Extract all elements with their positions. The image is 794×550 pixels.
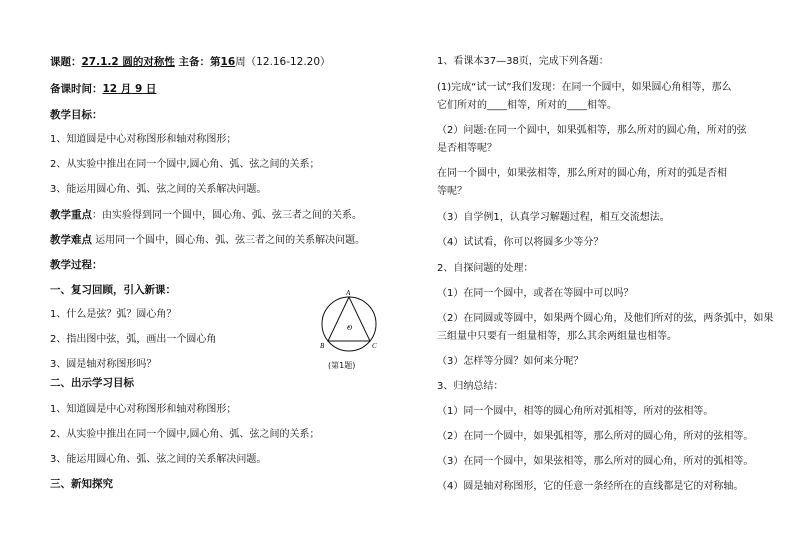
question-line: 三组量中只要有一组量相等，那么其余两组量也相等。 bbox=[437, 331, 677, 342]
section-heading: 二、出示学习目标 bbox=[50, 377, 134, 389]
summary-line: （4）圆是轴对称图形，它的任意一条经所在的直线都是它的对称轴。 bbox=[437, 481, 744, 492]
prep-date bbox=[50, 83, 156, 95]
question-line: （4）试试看，你可以将圆多少等分？ bbox=[437, 237, 604, 248]
objective-item: 2、从实验中推出在同一个圆中,圆心角、弧、弦之间的关系； bbox=[50, 429, 320, 440]
task-heading: 2、自探问题的处理： bbox=[437, 263, 534, 274]
goal-item: 1、知道圆是中心对称图形和轴对称图形； bbox=[50, 134, 237, 145]
question-line: （2）在同圆或等圆中，如果两个圆心角，及他们所对的弦，两条弧中，如果 bbox=[437, 313, 774, 324]
task-heading: 1、看课本37—38页，完成下列各题： bbox=[437, 56, 609, 67]
objective-item: 1、知道圆是中心对称图形和轴对称图形； bbox=[50, 404, 237, 415]
label-c: C bbox=[372, 342, 377, 350]
circle-triangle-diagram bbox=[318, 287, 380, 359]
title-gap: 主备：第 bbox=[174, 56, 221, 68]
objective-item: 3、能运用圆心角、弧、弦之间的关系解决问题。 bbox=[50, 454, 267, 465]
lesson-title bbox=[50, 56, 331, 68]
title-prefix: 课题： bbox=[50, 56, 82, 68]
question-line: （1）在同一个圆中，或者在等圆中可以吗？ bbox=[437, 288, 634, 299]
key-label: 教学重点 bbox=[50, 209, 92, 221]
figure-caption: (第1题) bbox=[328, 361, 356, 370]
key-point bbox=[50, 209, 362, 222]
key-text: ：由实验得到同一个圆中，圆心角、弧、弦三者之间的关系。 bbox=[92, 210, 362, 221]
review-item: 3、圆是轴对称图形吗？ bbox=[50, 359, 157, 370]
process-heading: 教学过程： bbox=[50, 259, 103, 271]
question-line: （3）自学例1，认真学习解题过程，相互交流想法。 bbox=[437, 212, 670, 223]
question-line: （2）问题:在同一个圆中，如果弧相等，那么所对的圆心角，所对的弦 bbox=[437, 125, 747, 136]
review-item: 2、指出图中弦，弧，画出一个圆心角 bbox=[50, 334, 217, 345]
circle-figure bbox=[318, 287, 380, 372]
question-line: (1)完成“试一试”我们发现：在同一个圆中，如果圆心角相等，那么 bbox=[437, 82, 732, 93]
question-line: （3）怎样等分圆？如何来分呢？ bbox=[437, 356, 584, 367]
task-heading: 3、归纳总结： bbox=[437, 381, 504, 392]
review-item: 1、什么是弦？弧？圆心角？ bbox=[50, 309, 177, 320]
goal-item: 2、从实验中推出在同一个圆中,圆心角、弧、弦之间的关系； bbox=[50, 159, 320, 170]
section-heading: 三、新知探究 bbox=[50, 478, 113, 490]
label-a: A bbox=[346, 289, 351, 297]
summary-line: （2）在同一个圆中，如果弧相等，那么所对的圆心角，所对的弦相等。 bbox=[437, 431, 754, 442]
difficulty-label: 教学难点 bbox=[50, 234, 92, 246]
date-label: 备课时间： bbox=[50, 83, 103, 95]
question-line: 它们所对的____相等，所对的____相等。 bbox=[437, 100, 617, 111]
goals-heading: 教学目标： bbox=[50, 109, 103, 121]
section-heading: 一、复习回顾，引入新课： bbox=[50, 284, 176, 296]
date-value: 12 月 9 日 bbox=[102, 83, 157, 95]
triangle-shape bbox=[328, 297, 370, 341]
title-week: 16 bbox=[220, 56, 236, 68]
summary-line: （3）在同一个圆中，如果弦相等，那么所对的圆心角，所对的弧相等。 bbox=[437, 456, 754, 467]
label-b: B bbox=[320, 342, 325, 350]
goal-item: 3、能运用圆心角、弧、弦之间的关系解决问题。 bbox=[50, 184, 267, 195]
summary-line: （1）同一个圆中，相等的圆心角所对弧相等，所对的弦相等。 bbox=[437, 406, 714, 417]
question-line: 等呢？ bbox=[437, 186, 467, 197]
question-line: 在同一个圆中，如果弦相等，那么所对的圆心角，所对的弧是否相 bbox=[437, 168, 727, 179]
difficulty-text: 运用同一个圆中，圆心角、弧、弦三者之间的关系解决问题。 bbox=[92, 235, 366, 246]
difficulty-point bbox=[50, 234, 365, 247]
question-line: 是否相等呢？ bbox=[437, 143, 497, 154]
title-name: 27.1.2 圆的对称性 bbox=[81, 56, 175, 68]
label-o: O bbox=[347, 324, 353, 332]
title-week-suffix: 周（12.16-12.20） bbox=[235, 56, 331, 68]
